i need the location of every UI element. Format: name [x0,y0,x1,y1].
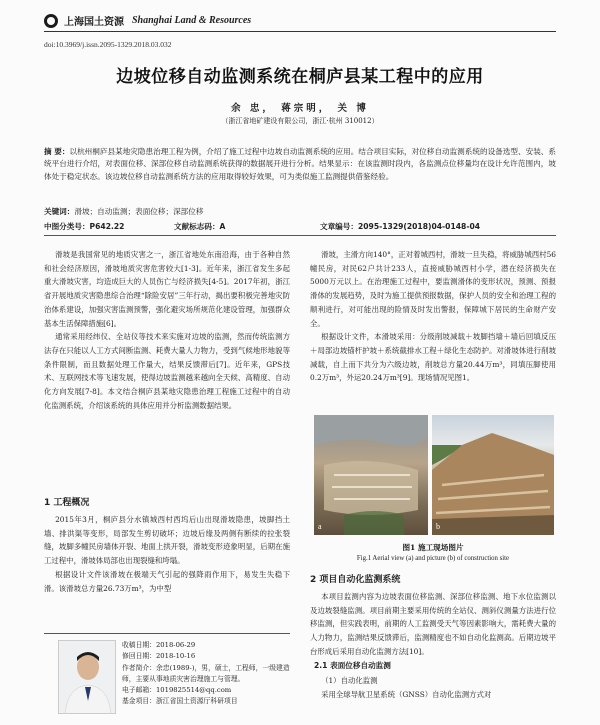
keywords [44,206,556,217]
author-bio: 作者简介：余忠(1989-)，男，硕士，工程师，一级建造师，主要从事地质灾害治理施工与管理。 [122,663,290,683]
left-column [44,248,290,412]
right-column [310,248,556,385]
aerial-view-image [314,415,428,535]
paper-title: 边坡位移自动监测系统在桐庐县某工程中的应用 [116,67,484,87]
doi[interactable]: doi:10.3969/j.issn.2095-1329.2018.03.032 [44,40,172,49]
journal-name-cn: 上海国土资源 [64,17,124,28]
section-2-1-1-body [310,688,556,702]
body-paragraph: 采用全球导航卫星系统（GNSS）自动化监测方式对 [321,690,492,699]
photo-a-label: a [318,522,322,531]
body-paragraph: 2015年3月，桐庐县分水镇城西村西坞后山出现滑坡隐患，坡脚挡土墙、排洪渠等变形，局部发生剪切破坏；边坡后缘及两侧有断续的拉张裂缝，坡脚多幢民房墙体开裂、地面上拱开裂，滑坡变形迹象明显，后期在施工过程中，滑坡体局部也出现裂缝和垮塌。 [44,515,290,566]
body-paragraph: 根据设计文件，本滑坡采用：分级削坡减载＋坡脚挡墙＋墙后回填反压＋局部边坡锚杆护坡＋系统截排水工程＋绿化生态防护。对滑坡体进行削坡减载，自上而下共分为六级边坡，削坡总方量20.44万m³，同填压脚使用0.2万m³，外运20.24万m³[9]。现场情况见图1。 [310,332,556,383]
section-2-1-1-heading [310,674,556,688]
intro-paragraph: 滑坡是我国常见的地质灾害之一，浙江省地处东南沿海，由于各种自然和社会经济原因，滑坡地质灾害危害较大[1-3]。近年来，浙江省发生多起重大滑坡灾害，均造成巨大的人员伤亡与经济损失[4-5]。2017年初，浙江省开展地质灾害隐患综合治理“除险安居”三年行动，揭出要积极完善地灾防治体系建设，加强灾害监测预警，强化避灾场所规范化建设管理，加强群众基本生活保障措施[6]。 [44,250,290,328]
construction-photo-b [432,415,554,535]
body-paragraph: 根据设计文件该滑坡在极端天气引起的强降雨作用下，易发生失稳下滑。该滑坡总方量26.73万m³，为中型 [44,569,290,593]
construction-photo-a [314,415,428,535]
body-paragraph: 滑坡，主滑方向140°，正对着城西村，滑坡一旦失稳，将威胁城西村56幢民房，对民62户共计233人，直接威胁城西村小学，潜在经济损失在5000万元以上。在治理施工过程中，要监测滑体的变形状况，预测、预报滑体的发展趋势，及时为施工提供预报数据，保护人员的安全和治理工程的顺利进行，对可能出现的险情及时发出警报，保障城下居民的生命财产安全。 [310,250,556,328]
section-2-1-heading: 2.1 表面位移自动监测 [314,661,391,670]
body-paragraph: 本项目监测内容为边坡表面位移监测、深部位移监测、地下水位监测以及边坡裂缝监测。项目前期主要采用传统的全站仪、测斜仪测量方法进行位移监测，但实践表明，前期的人工监测受天气等因素影响大，需耗费大量的人力物力，监测结果反馈滞后，监测精度也不如自动化监测高。后期边坡平台形成后采用自动化监测方法[10]。 [310,592,556,656]
photo-b-label: b [436,522,440,531]
abstract-label: 摘 要： [44,147,70,156]
subsection-title: （1）自动化监测 [321,676,378,685]
clc-number: 中图分类号：P642.22 [44,222,125,231]
figure-caption-cn: 图1 施工现场图片 [402,543,464,552]
footnote-divider [44,633,290,634]
author-portrait [58,640,116,714]
affiliation: （浙江省地矿建设有限公司，浙江·杭州 310012） [221,117,379,125]
section-1-body [44,513,290,595]
figure-caption-en: Fig.1 Aerial view (a) and picture (b) of construction site [356,555,510,562]
journal-logo-icon [44,14,58,28]
keywords-label: 关键词： [44,207,75,216]
abstract-text: 以杭州桐庐县某地灾隐患治理工程为例，介绍了施工过程中边坡自动监测系统的应用。结合项目实际，对位移自动监测系统的设备选型、安装、系统平台进行介绍，对表面位移、深部位移自动监测系统获得的数据展开进行分析。结果显示：在该监测时段内，各监测点位移量均在设计允许范围内，坡体处于稳定状态。该边坡位移自动监测系统方法的应用取得较好效果，可为类似施工监测提供借鉴经验。 [44,147,556,181]
revised-date: 修回日期：2018-10-16 [122,652,196,661]
received-date: 收稿日期：2018-06-29 [122,641,196,649]
author-photo-image [59,641,116,714]
fund-project: 基金项目：浙江省国土资源厅科研项目 [122,697,238,706]
author-email[interactable]: 电子邮箱：1019825514@qq.com [122,686,232,695]
intro-paragraph: 通常采用经纬仪、全站仪等技术来实施对边坡的监测，然而传统监测方法存在只能以人工方式间断监测、耗费大量人力物力，受到气候地形地貌等条件限制，而且数据处理工作量大，结果反馈滞后[7]。近年来，GPS技术、互联网技术等飞速发展，使得边坡监测越来越向全天候、高精度、自动化方向发展[7-8]。本文结合桐庐县某地灾隐患治理工程施工过程中的自动化监测系统，介绍该系统的具体应用并分析监测数据结果。 [44,332,290,410]
header-divider [44,235,556,236]
site-picture-image [432,415,554,535]
section-2-heading: 2 项目自动化监测系统 [310,575,401,585]
journal-header [44,10,556,32]
document-code: 文献标志码：A [174,222,226,231]
author-info [122,640,290,708]
keywords-text: 滑坡；自动监测；表面位移；深部位移 [74,207,204,216]
section-1-heading: 1 工程概况 [44,498,90,508]
author-list: 余 忠， 蒋宗明， 关 博 [231,103,369,114]
journal-name-en: Shanghai Land & Resources [132,15,252,26]
article-number: 文章编号：2095-1329(2018)04-0148-04 [320,222,481,231]
abstract [44,146,556,183]
section-2-body [310,590,556,659]
